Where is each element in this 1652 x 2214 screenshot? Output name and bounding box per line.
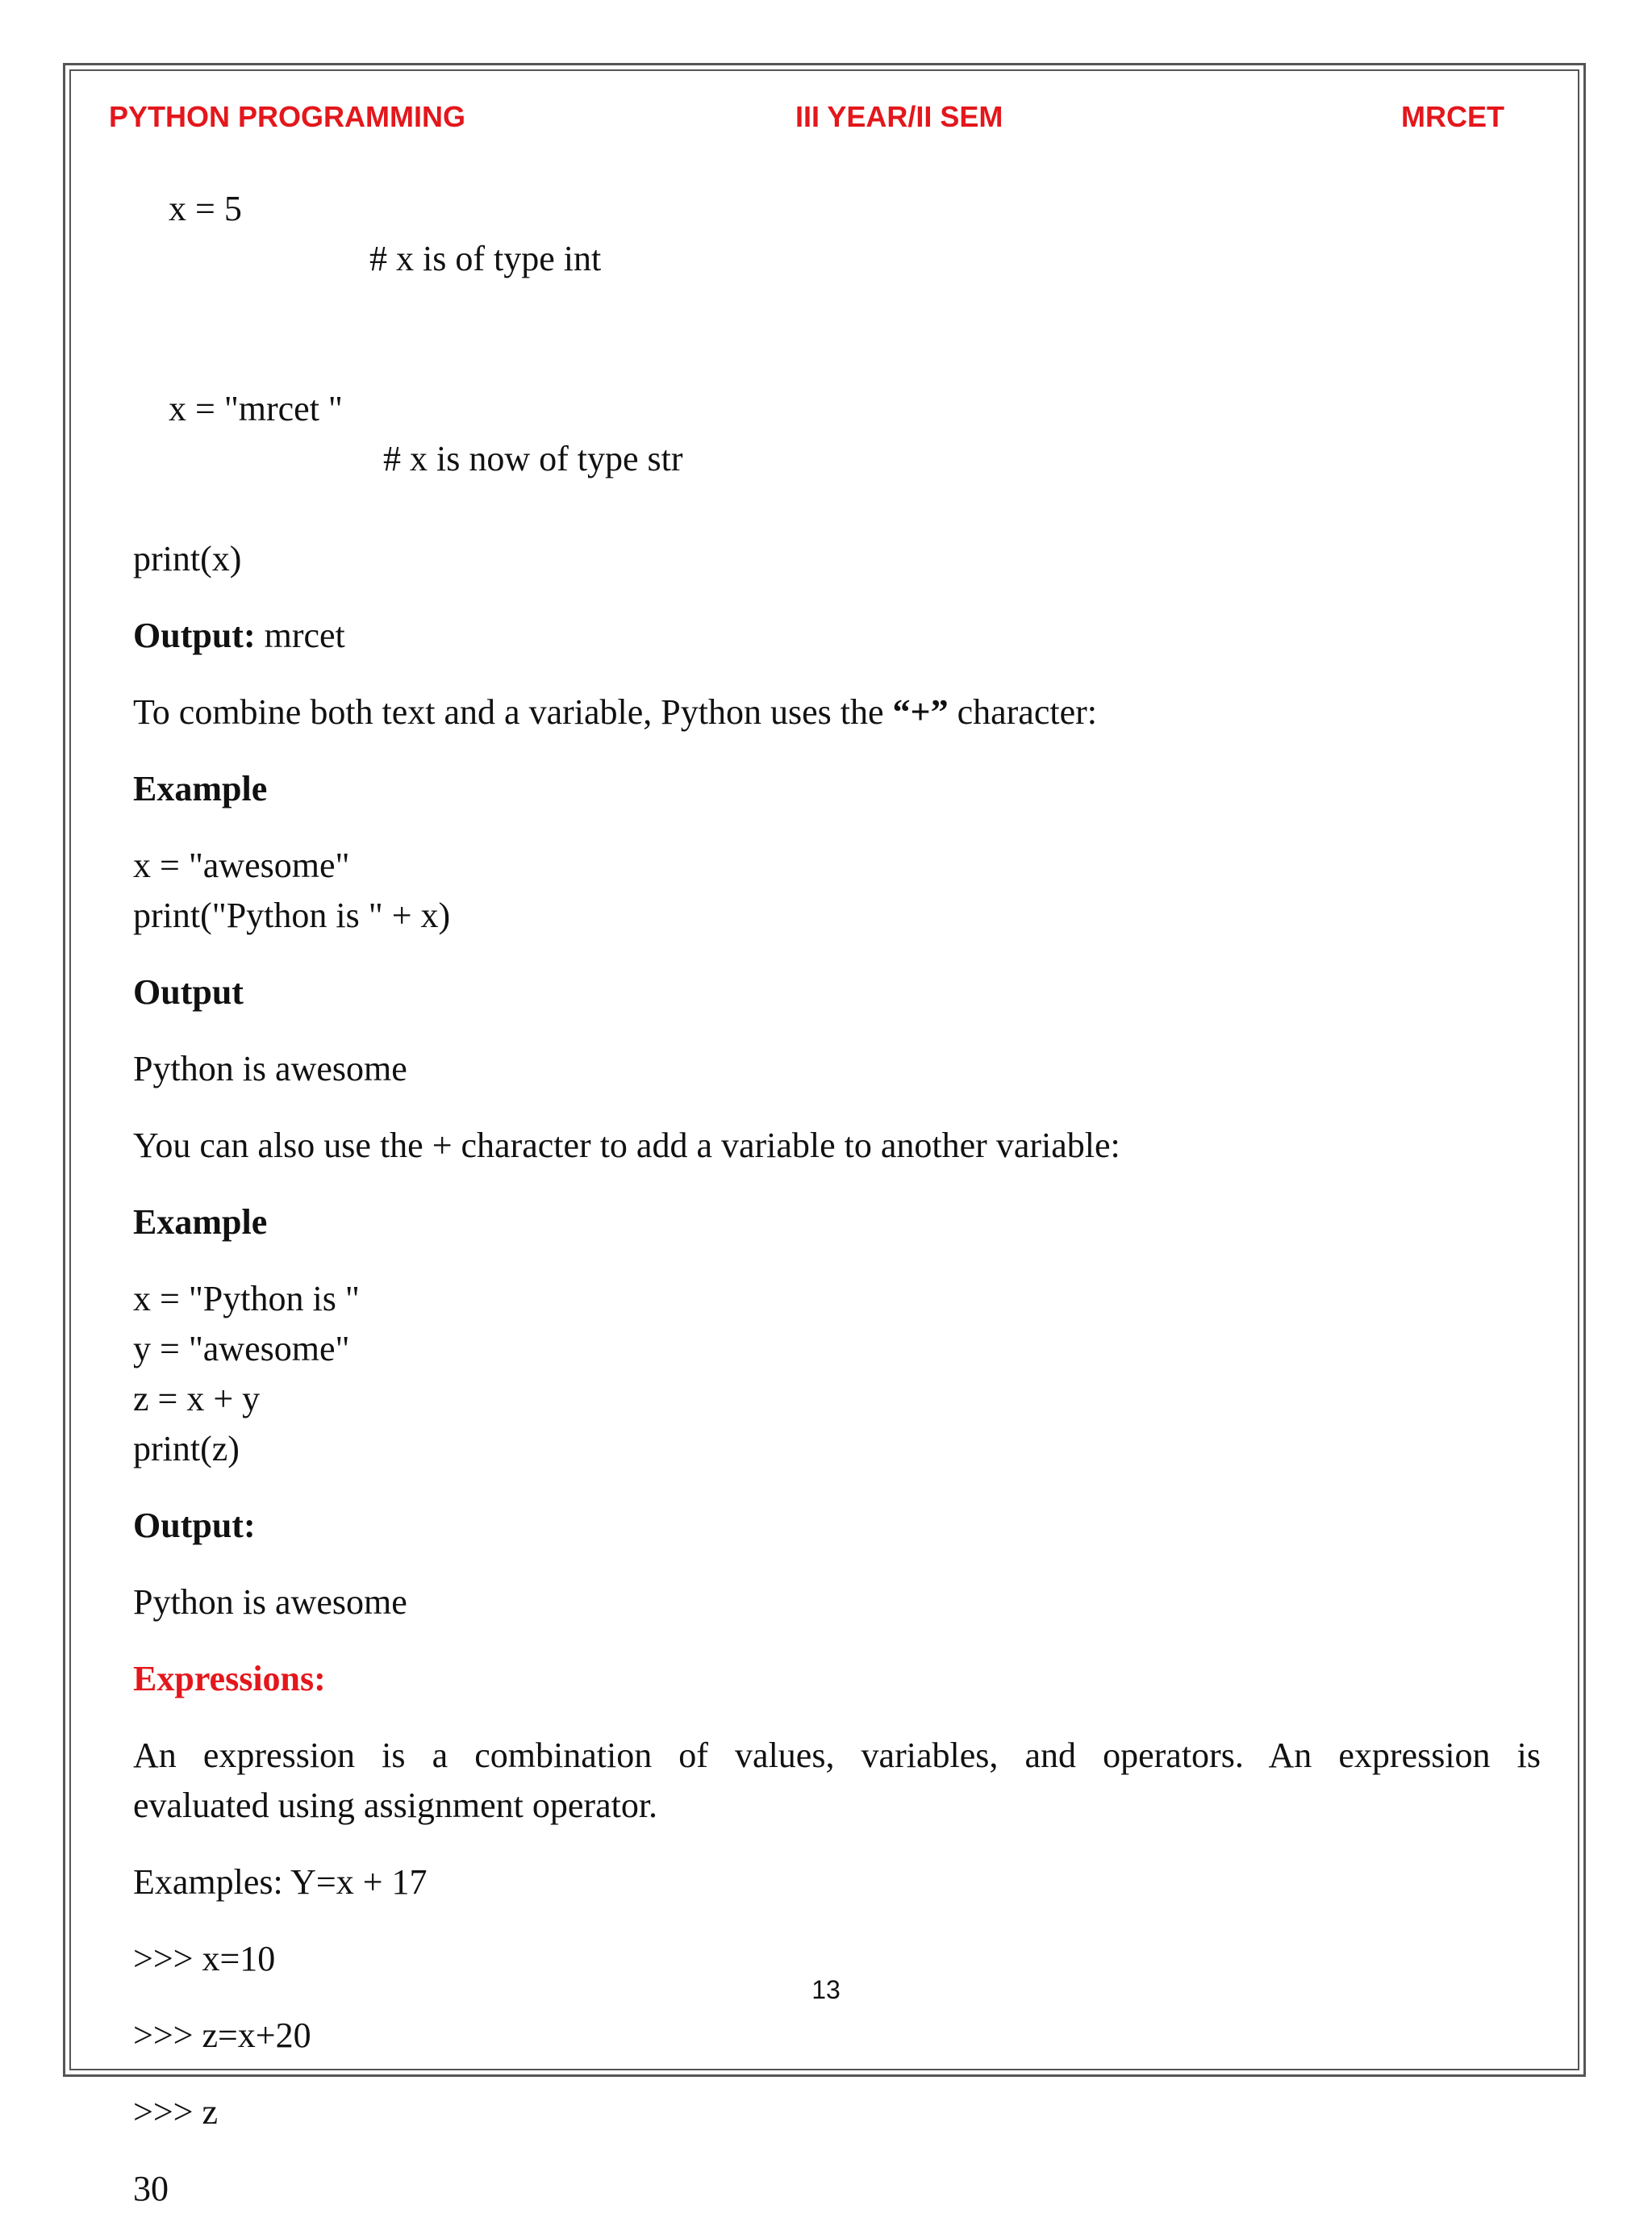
output-value: Python is awesome — [133, 1582, 407, 1622]
paragraph: evaluated using assignment operator. — [133, 1786, 658, 1825]
example-heading-text: Example — [133, 1202, 268, 1242]
paragraph-text: character: — [948, 692, 1097, 732]
paragraph — [133, 687, 1541, 737]
output-label: Output — [133, 972, 244, 1012]
repl-prompt: >>> z=x+20 — [133, 2016, 311, 2055]
output-label: Output: — [133, 1506, 256, 1545]
header-course-title: PYTHON PROGRAMMING — [109, 100, 466, 133]
code-line: print("Python is " + x) — [133, 896, 451, 935]
header-year-semester: III YEAR/II SEM — [795, 100, 1003, 133]
example-heading — [133, 1197, 1541, 1247]
page-number: 13 — [811, 1975, 841, 2004]
code-comment: # x is of type int — [369, 239, 602, 278]
paragraph: An expression is a combination of values, variables, and operators. An expression is — [133, 1736, 1541, 1775]
section-heading-expressions: Expressions: — [133, 1659, 326, 1698]
example-heading — [133, 764, 1541, 814]
output-line — [133, 611, 1541, 661]
code-line — [133, 134, 1541, 334]
output-value: mrcet — [255, 616, 345, 655]
paragraph-bold: “+” — [892, 692, 949, 732]
code-line: x = "awesome" — [133, 846, 350, 885]
code-line: y = "awesome" — [133, 1329, 350, 1368]
code-comment: # x is now of type str — [383, 439, 683, 478]
repl-prompt: >>> z — [133, 2092, 218, 2132]
repl-result: 30 — [133, 2169, 169, 2208]
repl-prompt: >>> x=10 — [133, 1939, 276, 1978]
code-text: x = 5 — [169, 189, 242, 228]
output-value: Python is awesome — [133, 1049, 407, 1088]
page-content — [133, 134, 1541, 2214]
code-line — [133, 334, 1541, 534]
paragraph: You can also use the + character to add a variable to another variable: — [133, 1126, 1120, 1165]
code-text: x = "mrcet " — [169, 389, 343, 428]
code-line: x = "Python is " — [133, 1279, 360, 1318]
examples-line: Examples: Y=x + 17 — [133, 1862, 428, 1902]
output-heading — [133, 967, 1541, 1017]
code-line: print(z) — [133, 1429, 240, 1468]
code-line: print(x) — [133, 539, 242, 579]
header-institution: MRCET — [1401, 100, 1504, 133]
paragraph-text: To combine both text and a variable, Python uses the — [133, 692, 893, 732]
output-heading — [133, 1501, 1541, 1551]
output-label: Output: — [133, 616, 256, 655]
example-heading-text: Example — [133, 769, 268, 808]
code-line: z = x + y — [133, 1379, 261, 1418]
